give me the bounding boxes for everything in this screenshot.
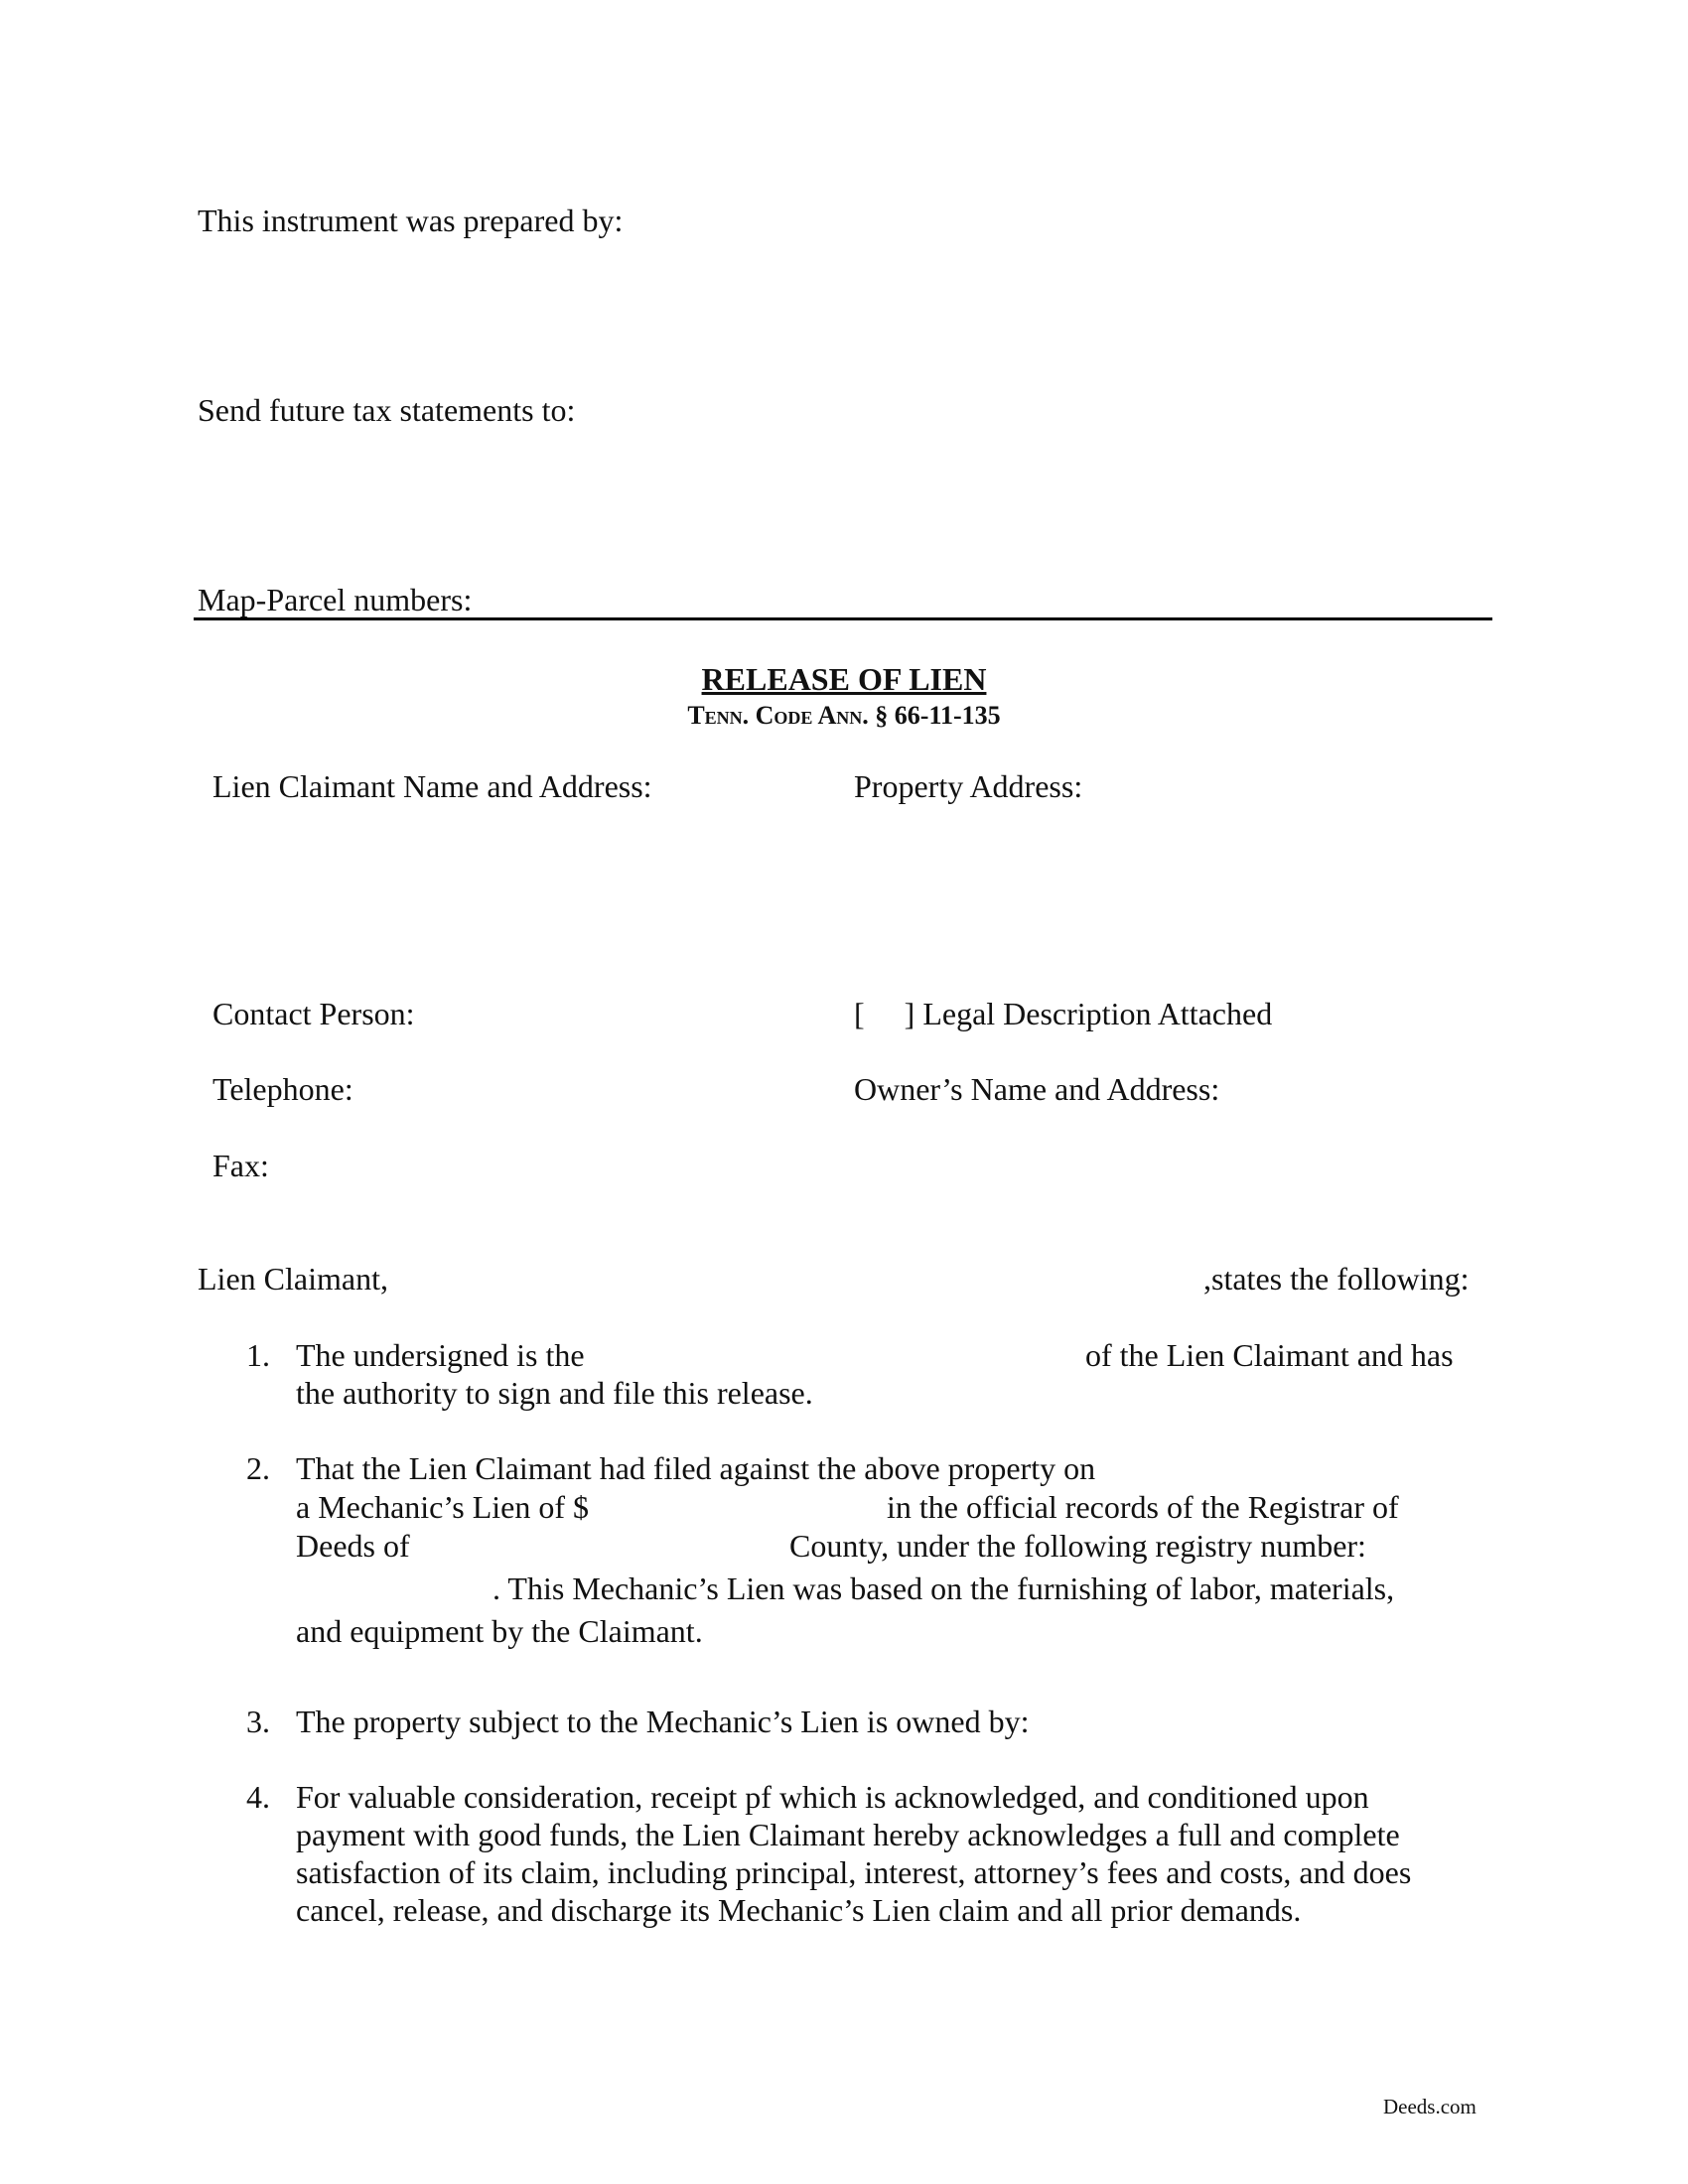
item-number: 2. — [246, 1450, 270, 1486]
item1-line2: the authority to sign and file this release. — [296, 1375, 813, 1411]
item-number: 4. — [246, 1779, 270, 1815]
item-number: 1. — [246, 1337, 270, 1373]
item2-line4: . This Mechanic’s Lien was based on the furnishing of labor, materials, — [492, 1570, 1395, 1606]
lien-claimant-label: Lien Claimant Name and Address: — [212, 768, 652, 804]
fax-label: Fax: — [212, 1148, 269, 1183]
item2-line1: That the Lien Claimant had filed against the above property on — [296, 1450, 1096, 1486]
statute-citation: Tenn. Code Ann. § 66-11-135 — [687, 701, 1001, 730]
item1-line1a: The undersigned is the — [296, 1337, 585, 1373]
states-following: ,states the following: — [1203, 1261, 1470, 1297]
item4-line1: For valuable consideration, receipt pf which is acknowledged, and conditioned upon — [296, 1779, 1369, 1815]
item2-line3a: Deeds of — [296, 1528, 410, 1564]
item3-line1: The property subject to the Mechanic’s Lien is owned by: — [296, 1704, 1030, 1739]
document-title: RELEASE OF LIEN — [701, 661, 987, 697]
map-parcel-label: Map-Parcel numbers: — [198, 582, 473, 617]
item2-line2b: in the official records of the Registrar of — [887, 1489, 1399, 1525]
item2-line5: and equipment by the Claimant. — [296, 1613, 703, 1649]
telephone-label: Telephone: — [212, 1071, 353, 1107]
owners-name-label: Owner’s Name and Address: — [854, 1071, 1220, 1107]
item4-line3: satisfaction of its claim, including principal, interest, attorney’s fees and costs, and does — [296, 1854, 1412, 1890]
contact-person-label: Contact Person: — [212, 996, 415, 1031]
lien-claimant-statement: Lien Claimant, — [198, 1261, 388, 1297]
item4-line2: payment with good funds, the Lien Claimant hereby acknowledges a full and complete — [296, 1817, 1400, 1852]
item1-line1b: of the Lien Claimant and has — [1085, 1337, 1454, 1373]
property-address-label: Property Address: — [854, 768, 1083, 804]
legal-description-checkbox[interactable]: [ ] Legal Description Attached — [854, 996, 1273, 1031]
footer-watermark: Deeds.com — [1383, 2095, 1477, 2118]
item2-line2a: a Mechanic’s Lien of $ — [296, 1489, 589, 1525]
item4-line4: cancel, release, and discharge its Mechanic’s Lien claim and all prior demands. — [296, 1892, 1302, 1928]
header-divider — [194, 617, 1492, 620]
item2-line3b: County, under the following registry number: — [789, 1528, 1366, 1564]
tax-statements-label: Send future tax statements to: — [198, 392, 576, 428]
item-number: 3. — [246, 1704, 270, 1739]
prepared-by-label: This instrument was prepared by: — [198, 203, 624, 238]
